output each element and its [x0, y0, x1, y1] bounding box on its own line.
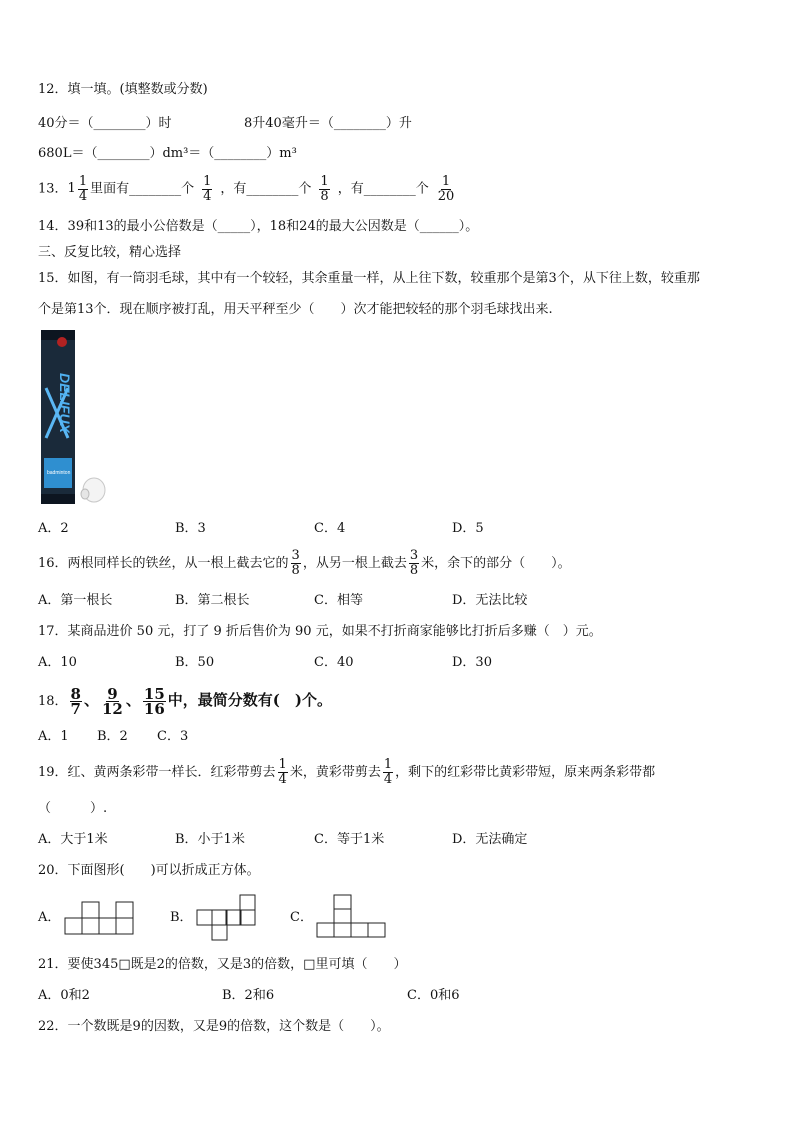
- q19-option-a[interactable]: A．大于1米: [38, 832, 108, 847]
- q21-option-b[interactable]: B．2和6: [222, 988, 275, 1003]
- q16-fraction-1: $\frac{3}{8}$: [291, 548, 300, 578]
- q16-text-3: 米，余下的部分（ ）。: [421, 556, 571, 571]
- q19-option-d[interactable]: D．无法确定: [452, 832, 528, 847]
- q15-option-b[interactable]: B．3: [175, 521, 206, 536]
- q19-text-1: 19．红、黄两条彩带一样长．红彩带剪去: [38, 765, 276, 780]
- q17-option-b[interactable]: B．50: [175, 655, 215, 670]
- tube-sub-text: badminton: [47, 470, 71, 476]
- q14-text: 14．39和13的最小公倍数是（_____），18和24的最大公因数是（______）。: [38, 219, 479, 234]
- q18-fraction-3: $\frac{15}{16}$: [143, 685, 165, 718]
- q17-text: 17．某商品进价 50 元，打了 9 折后售价为 90 元，如果不打折商家能够比打折后多赚（ ）元。: [38, 624, 602, 639]
- q19-fraction-2: $\frac{1}{4}$: [383, 757, 393, 787]
- q15-line2: 个是第13个．现在顺序被打乱，用天平秤至少（ ）次才能把较轻的那个羽毛球找出来.: [38, 302, 553, 317]
- q19-line1: [38, 757, 655, 789]
- q17-option-a[interactable]: A．10: [38, 655, 77, 670]
- q19-option-b[interactable]: B．小于1米: [175, 832, 245, 847]
- q16-line: [38, 548, 571, 580]
- q18-fraction-2: $\frac{9}{12}$: [102, 685, 123, 718]
- tube-brand-text: DELIFUX: [57, 373, 73, 433]
- q20-net-a[interactable]: [64, 901, 136, 935]
- q18-line: [38, 682, 332, 720]
- shuttlecock-tube-svg: [38, 328, 110, 506]
- q12-line1-a: 40分＝（________）时: [38, 116, 172, 131]
- q20-net-c[interactable]: [315, 894, 389, 940]
- section3-title: 三、反复比较，精心选择: [38, 245, 182, 260]
- q18-tail: 中，最简分数有( )个。: [167, 691, 332, 709]
- q19-line2: （ ）.: [38, 801, 108, 816]
- q15-option-c[interactable]: C．4: [314, 521, 346, 536]
- q13-text-3: ，有________个: [337, 181, 429, 197]
- q16-option-b[interactable]: B．第二根长: [175, 593, 250, 608]
- q16-option-c[interactable]: C．相等: [314, 593, 363, 608]
- q16-fraction-2: $\frac{3}{8}$: [409, 548, 419, 578]
- q21-option-a[interactable]: A．0和2: [38, 988, 90, 1003]
- q13-fraction-3: $\frac{1}{20}$: [437, 173, 455, 204]
- q20-option-b-label[interactable]: B．: [170, 910, 193, 925]
- q17-option-c[interactable]: C．40: [314, 655, 354, 670]
- q13-fraction-1: $\frac{1}{4}$: [203, 173, 212, 204]
- q18-prefix: 18．: [38, 694, 68, 709]
- q20-option-a-label[interactable]: A．: [38, 910, 61, 925]
- q19-text-2: 米，黄彩带剪去: [289, 765, 381, 780]
- q13-line: [38, 174, 463, 205]
- q18-fraction-1: $\frac{8}{7}$: [70, 685, 81, 718]
- q21-text: 21．要使345□既是2的倍数，又是3的倍数，□里可填（ ）: [38, 957, 407, 972]
- q13-fraction-2: $\frac{1}{8}$: [320, 173, 329, 204]
- q12-title: 12．填一填。(填整数或分数): [38, 82, 208, 97]
- q13-mixed-whole: 1: [67, 181, 76, 196]
- q21-option-c[interactable]: C．0和6: [407, 988, 460, 1003]
- q18-option-b[interactable]: B．2: [97, 729, 128, 744]
- q13-text-1: 里面有________个: [90, 181, 195, 197]
- q13-text-2: ，有________个: [220, 181, 312, 197]
- q13-prefix: 13．: [38, 181, 68, 197]
- q20-option-c-label[interactable]: C．: [290, 910, 313, 925]
- q13-mixed-fraction: $\frac{1}{4}$: [78, 173, 88, 204]
- q15-option-d[interactable]: D．5: [452, 521, 484, 536]
- q17-option-d[interactable]: D．30: [452, 655, 492, 670]
- q16-option-d[interactable]: D．无法比较: [452, 593, 528, 608]
- q12-line1-b: 8升40毫升＝（________）升: [244, 116, 412, 131]
- q19-option-c[interactable]: C．等于1米: [314, 832, 385, 847]
- q18-sep-2: 、: [125, 691, 141, 709]
- q16-text-1: 16．两根同样长的铁丝，从一根上截去它的: [38, 556, 289, 571]
- q18-option-c[interactable]: C．3: [157, 729, 189, 744]
- q16-option-a[interactable]: A．第一根长: [38, 593, 113, 608]
- q15-line1: 15．如图，有一筒羽毛球，其中有一个较轻，其余重量一样，从上往下数，较重那个是第3个，从下往上数，较重那: [38, 271, 700, 286]
- q16-text-2: ，从另一根上截去: [302, 556, 407, 571]
- q19-text-3: ，剩下的红彩带比黄彩带短，原来两条彩带都: [395, 765, 656, 780]
- q18-sep-1: 、: [83, 691, 99, 709]
- q20-text: 20．下面图形( )可以折成正方体。: [38, 863, 260, 878]
- q19-fraction-1: $\frac{1}{4}$: [278, 757, 287, 787]
- q18-option-a[interactable]: A．1: [38, 729, 69, 744]
- q12-line2: 680L＝（________）dm³＝（________）m³: [38, 146, 297, 161]
- q15-option-a[interactable]: A．2: [38, 521, 69, 536]
- q20-net-b[interactable]: [196, 894, 258, 944]
- q22-text: 22．一个数既是9的因数，又是9的倍数，这个数是（ ）。: [38, 1019, 390, 1034]
- shuttlecock-tube-image: [38, 328, 110, 506]
